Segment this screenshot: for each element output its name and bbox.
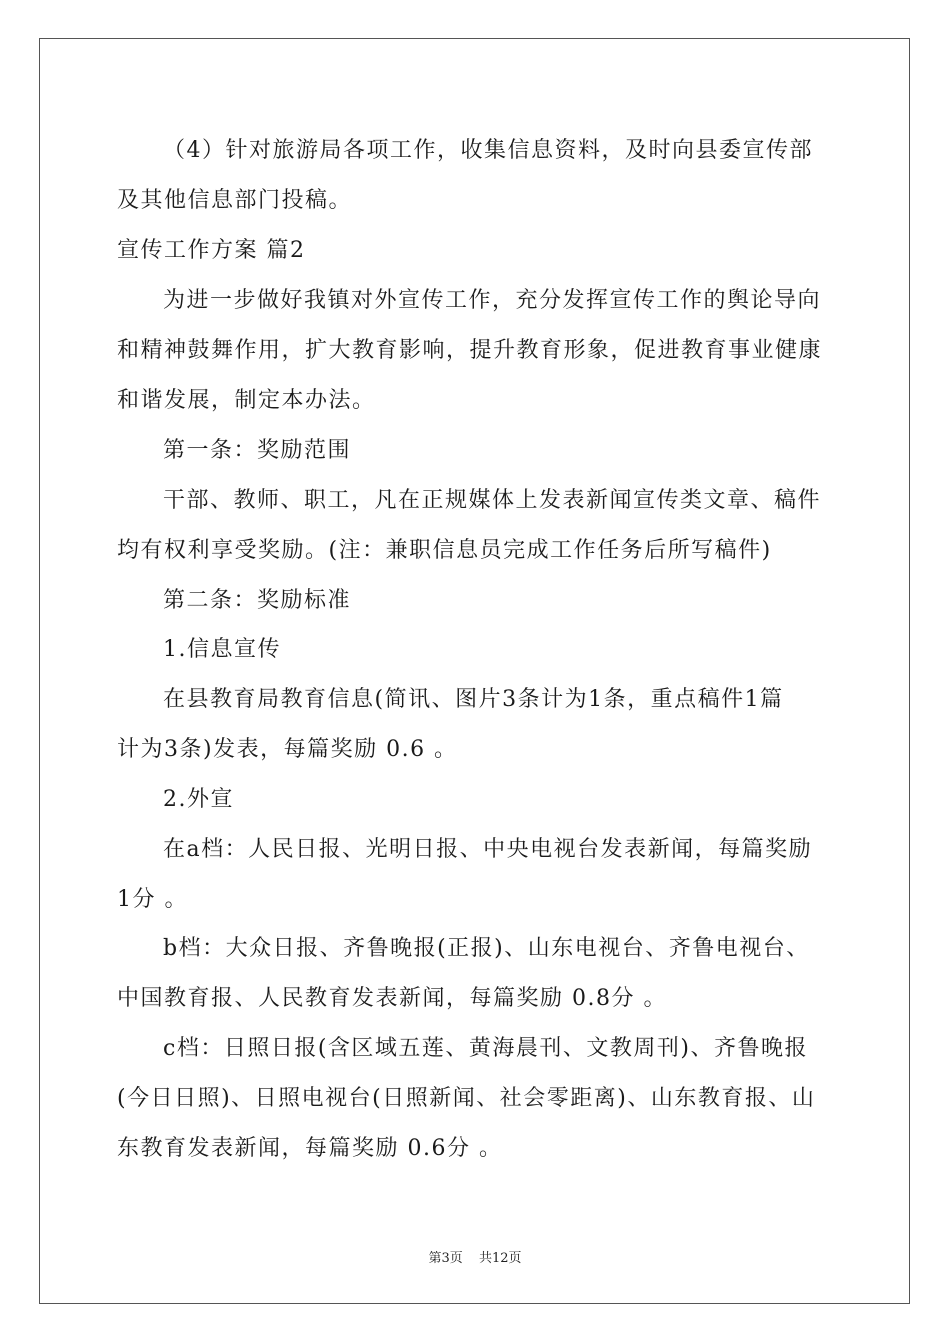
paragraph-line: 为进一步做好我镇对外宣传工作，充分发挥宣传工作的舆论导向 [163, 288, 822, 313]
paragraph-line: 和谐发展，制定本办法。 [117, 388, 376, 413]
subsection-heading: 2.外宣 [163, 787, 234, 812]
page-number: 第3页 [428, 1251, 463, 1266]
paragraph-line: c档：日照日报(含区域五莲、黄海晨刊、文教周刊)、齐鲁晚报 [163, 1036, 808, 1061]
page-footer [0, 1247, 950, 1266]
paragraph-line: b档：大众日报、齐鲁晚报(正报)、山东电视台、齐鲁电视台、 [163, 936, 810, 961]
paragraph-line: 在a档：人民日报、光明日报、中央电视台发表新闻，每篇奖励 [163, 837, 813, 862]
paragraph-line: 均有权利享受奖励。(注：兼职信息员完成工作任务后所写稿件) [117, 538, 772, 563]
paragraph-line: 1分 。 [117, 887, 188, 912]
page-total: 共12页 [478, 1251, 522, 1266]
paragraph-line: （4）针对旅游局各项工作，收集信息资料，及时向县委宣传部 [163, 138, 813, 163]
article-heading: 第一条：奖励范围 [163, 438, 352, 463]
paragraph-line: 及其他信息部门投稿。 [117, 188, 353, 213]
paragraph-line: 干部、教师、职工，凡在正规媒体上发表新闻宣传类文章、稿件 [163, 488, 822, 513]
paragraph-line: 和精神鼓舞作用，扩大教育影响，提升教育形象，促进教育事业健康 [117, 338, 823, 363]
page-border [39, 38, 910, 1304]
paragraph-line: 东教育发表新闻，每篇奖励 0.6分 。 [117, 1136, 503, 1161]
subsection-heading: 1.信息宣传 [163, 637, 281, 662]
paragraph-line: 计为3条)发表，每篇奖励 0.6 。 [117, 737, 458, 762]
section-heading: 宣传工作方案 篇2 [117, 238, 306, 263]
paragraph-line: 中国教育报、人民教育发表新闻，每篇奖励 0.8分 。 [117, 986, 667, 1011]
paragraph-line: (今日日照)、日照电视台(日照新闻、社会零距离)、山东教育报、山 [117, 1086, 816, 1111]
paragraph-line: 在县教育局教育信息(简讯、图片3条计为1条，重点稿件1篇 [163, 687, 784, 712]
article-heading: 第二条：奖励标准 [163, 588, 352, 613]
